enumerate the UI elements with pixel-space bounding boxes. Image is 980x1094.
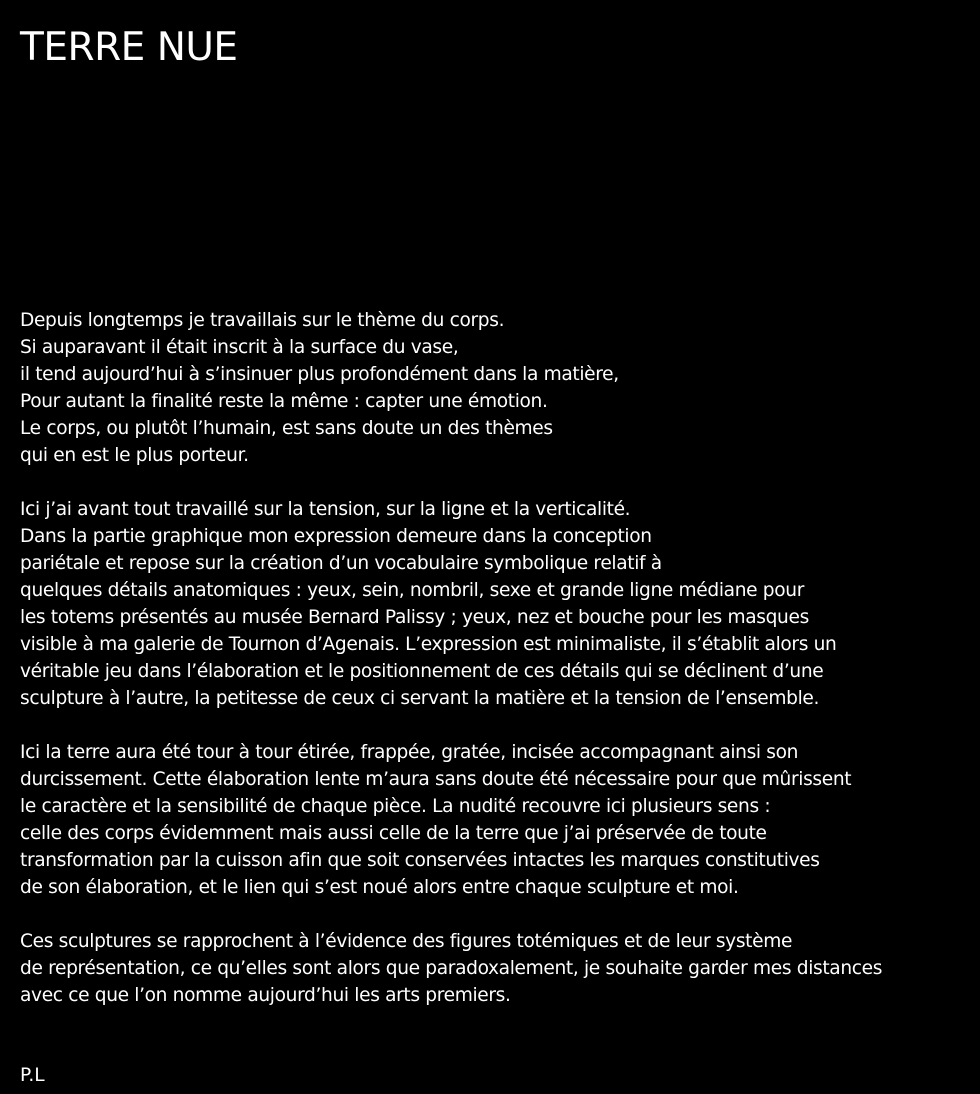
page-title: TERRE NUE bbox=[20, 25, 238, 70]
text-line: Si auparavant il était inscrit à la surface du vase, bbox=[20, 337, 459, 358]
text-line: Ces sculptures se rapprochent à l’évidence des figures totémiques et de leur système bbox=[20, 931, 793, 952]
text-line: avec ce que l’on nomme aujourd’hui les arts premiers. bbox=[20, 985, 511, 1006]
text-line: visible à ma galerie de Tournon d’Agenais. L’expression est minimaliste, il s’établit alors un bbox=[20, 634, 837, 655]
text-line: celle des corps évidemment mais aussi celle de la terre que j’ai préservée de toute bbox=[20, 823, 767, 844]
text-line: Depuis longtemps je travaillais sur le thème du corps. bbox=[20, 310, 505, 331]
text-line: le caractère et la sensibilité de chaque pièce. La nudité recouvre ici plusieurs sens : bbox=[20, 796, 771, 817]
text-line: Ici la terre aura été tour à tour étirée, frappée, gratée, incisée accompagnant ainsi son bbox=[20, 742, 799, 763]
text-line: Pour autant la finalité reste la même : capter une émotion. bbox=[20, 391, 548, 412]
text-line: transformation par la cuisson afin que soit conservées intactes les marques constitutives bbox=[20, 850, 820, 871]
text-line: durcissement. Cette élaboration lente m’aura sans doute été nécessaire pour que mûrissent bbox=[20, 769, 852, 790]
paragraph-4 bbox=[20, 928, 975, 1009]
text-line: les totems présentés au musée Bernard Palissy ; yeux, nez et bouche pour les masques bbox=[20, 607, 809, 628]
text-line: sculpture à l’autre, la petitesse de ceux ci servant la matière et la tension de l’ensemble. bbox=[20, 688, 820, 709]
body-text bbox=[20, 307, 975, 1036]
text-line: pariétale et repose sur la création d’un vocabulaire symbolique relatif à bbox=[20, 553, 662, 574]
signature: P.L bbox=[20, 1065, 45, 1086]
text-line: il tend aujourd’hui à s’insinuer plus profondément dans la matière, bbox=[20, 364, 619, 385]
paragraph-2 bbox=[20, 496, 975, 712]
text-line: Dans la partie graphique mon expression demeure dans la conception bbox=[20, 526, 652, 547]
text-line: quelques détails anatomiques : yeux, sein, nombril, sexe et grande ligne médiane pour bbox=[20, 580, 804, 601]
text-line: Ici j’ai avant tout travaillé sur la tension, sur la ligne et la verticalité. bbox=[20, 499, 631, 520]
text-line: véritable jeu dans l’élaboration et le positionnement de ces détails qui se déclinent d’une bbox=[20, 661, 824, 682]
text-line: Le corps, ou plutôt l’humain, est sans doute un des thèmes bbox=[20, 418, 553, 439]
paragraph-3 bbox=[20, 739, 975, 901]
paragraph-1 bbox=[20, 307, 975, 469]
text-line: de son élaboration, et le lien qui s’est noué alors entre chaque sculpture et moi. bbox=[20, 877, 739, 898]
text-line: de représentation, ce qu’elles sont alors que paradoxalement, je souhaite garder mes distances bbox=[20, 958, 883, 979]
text-line: qui en est le plus porteur. bbox=[20, 445, 249, 466]
